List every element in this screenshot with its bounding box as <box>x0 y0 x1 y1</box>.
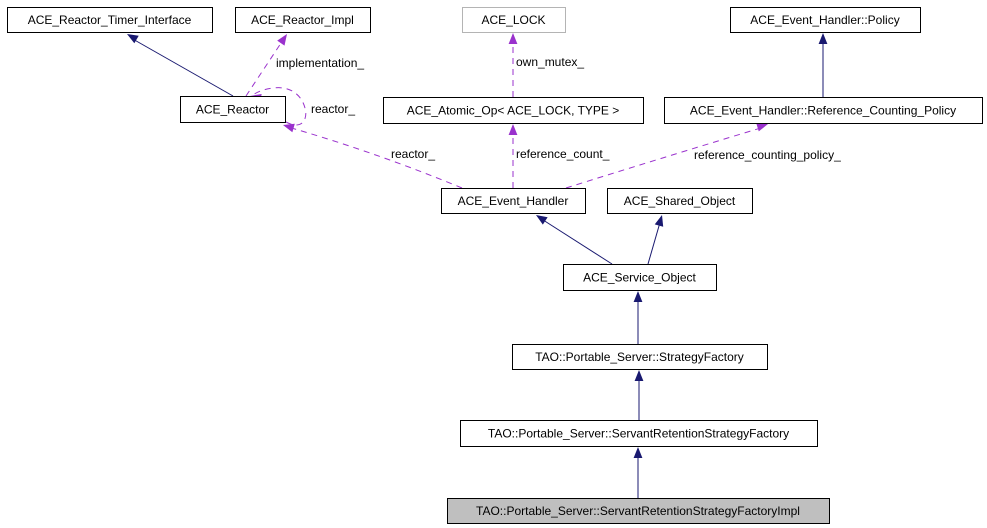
node-ace-reactor[interactable] <box>181 97 286 123</box>
node-label: ACE_Event_Handler::Policy <box>750 13 900 27</box>
node-label: ACE_Reactor_Timer_Interface <box>27 13 192 27</box>
node-ace-eh-ref-counting-policy[interactable] <box>665 98 983 124</box>
node-ace-service-object[interactable] <box>564 265 717 291</box>
node-tao-strategy-factory[interactable] <box>513 345 768 370</box>
node-tao-servant-retention-strategy-factory-impl[interactable] <box>448 499 830 524</box>
node-ace-reactor-impl[interactable] <box>236 8 371 33</box>
node-label: TAO::Portable_Server::ServantRetentionStrategyFactoryImpl <box>476 504 800 518</box>
edge-label-implementation: implementation_ <box>276 56 365 70</box>
node-ace-event-handler[interactable] <box>442 189 586 214</box>
node-label: ACE_Reactor_Impl <box>251 13 354 27</box>
node-label: TAO::Portable_Server::ServantRetentionStrategyFactory <box>487 426 790 441</box>
node-label: ACE_Event_Handler <box>457 194 569 208</box>
node-label: ACE_Reactor <box>195 102 270 117</box>
node-label: ACE_Atomic_Op< ACE_LOCK, TYPE > <box>406 103 620 118</box>
edge-label-reference-counting-policy: reference_counting_policy_ <box>694 148 841 162</box>
node-label: ACE_Shared_Object <box>623 194 736 208</box>
edge-label-reference-count: reference_count_ <box>516 147 610 161</box>
node-tao-servant-retention-strategy-factory[interactable] <box>461 421 818 447</box>
node-ace-lock[interactable] <box>463 8 566 33</box>
node-ace-reactor-timer-interface[interactable] <box>8 8 213 33</box>
edge-label-reactor: reactor_ <box>311 102 356 116</box>
node-label: ACE_LOCK <box>481 13 546 27</box>
edge-label-own-mutex: own_mutex_ <box>516 55 585 69</box>
node-ace-shared-object[interactable] <box>608 189 753 214</box>
node-ace-event-handler-policy[interactable] <box>731 8 921 33</box>
node-label: ACE_Service_Object <box>583 270 696 285</box>
node-label: TAO::Portable_Server::StrategyFactory <box>535 350 744 364</box>
edge-label-reactor: reactor_ <box>391 147 436 161</box>
node-label: ACE_Event_Handler::Reference_Counting_Policy <box>689 103 957 118</box>
node-ace-atomic-op[interactable] <box>384 98 644 124</box>
